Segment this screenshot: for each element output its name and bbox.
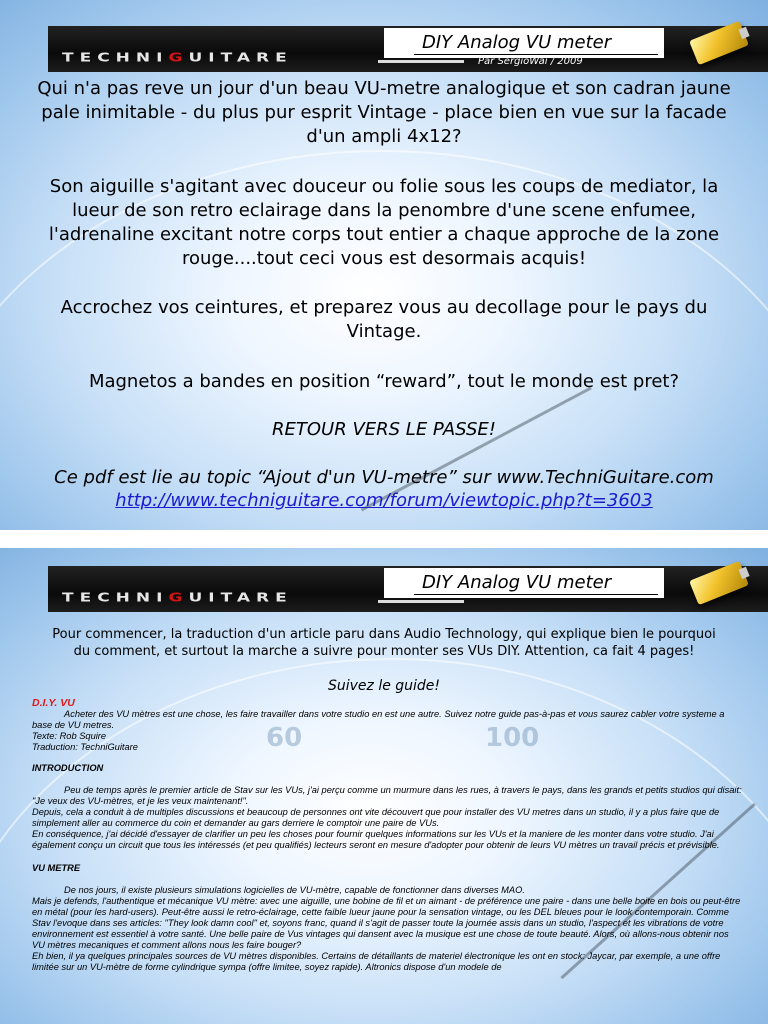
banner-title-box [384, 568, 664, 598]
article-body [32, 698, 742, 973]
article-title: D.I.Y. VU [32, 697, 75, 709]
scale-label: 60 [266, 723, 303, 753]
vu-chip-icon [689, 561, 749, 605]
back-to-past: RETOUR VERS LE PASSE! [272, 419, 496, 440]
paragraph: Mais je defends, l'authentique et mécanique VU mètre: avec une aiguille, une bobine de fil et un aimant - de préférence une paire - dans une belle boite en bois ou peut-être en métal (pour les hard-users). Peut-être aussi le retro-éclairage, cette faible lueur jaune pour la sensation vintage, ou les DEL bleues pour le look contemporain. Comme Stav l'evoque dans ses articles: "They look damn cool" et, soyons franc, quand il s'agit de passer toute la journée assis dans un studio, l'aspect et les vibrations de votre environnement est essentiel à votre santé. Une belle paire de Vus vintages qui dansent avec la musique est une chose de toute beauté. Alors, où allons-nous obtenir nos VU mètres mecaniques et comment allons nous les faire bouger? [32, 896, 741, 950]
page-gap [0, 530, 768, 548]
translation-intro: Pour commencer, la traduction d'un article paru dans Audio Technology, qui explique bien le pourquoi du comment, et surtout la marche a suivre pour monter ses VUs DIY. Attention, ca fait 4 pages! [52, 627, 716, 659]
intro-paragraph: Qui n'a pas reve un jour d'un beau VU-metre analogique et son cadran jaune pale inimitable - du plus pur esprit Vintage - place bien en vue sur la facade d'un ampli 4x12? [37, 78, 731, 147]
tape-paragraph: Magnetos a bandes en position “reward”, tout le monde est pret? [88, 371, 680, 392]
section-heading-vu-metre: VU METRE [32, 863, 81, 873]
banner-title-box [384, 28, 664, 58]
article-lead: Acheter des VU mètres est une chose, les faire travailler dans votre studio en est une autre. Suivez notre guide pas-à-pas et vous saurez cabler votre systeme a base de VU metres. [32, 709, 725, 730]
seatbelt-paragraph: Accrochez vos ceintures, et preparez vous au decollage pour le pays du Vintage. [60, 297, 708, 342]
logo-underline [378, 60, 464, 63]
vu-chip-icon [689, 21, 749, 65]
article-translator: Traduction: TechniGuitare [32, 742, 138, 752]
guide-heading: Suivez le guide! [327, 678, 441, 694]
paragraph: Eh bien, il ya quelques principales sources de VU mètres disponibles. Certains de détaillants de materiel électronique les ont en stock: Jaycar, par exemple, a une offre limitée sur un VU-mètre de forme cylindrique sympa (offre limitee, soyez rapide). Altronics dispose d'un modele de [32, 951, 721, 972]
header-banner [48, 26, 768, 72]
section-heading-introduction: INTRODUCTION [32, 763, 104, 773]
banner-subtitle: Par SergioWai / 2009 [478, 56, 583, 67]
banner-title: DIY Analog VU meter [422, 572, 612, 593]
site-logo: TECHNIGUITARE [62, 590, 293, 605]
paragraph: Depuis, cela a conduit à de multiples discussions et beaucoup de personnes ont vite découvert que pour installer des VU metres dans un studio, il y a plus faire que de simplement aller au commerce du coin et demander au gars derriere le comptoir une paire de VUs. [32, 807, 720, 828]
scale-label: 100 [485, 723, 540, 753]
site-logo: TECHNIGUITARE [62, 50, 293, 65]
paragraph: En conséquence, j'ai décidé d'essayer de clarifier un peu les choses pour fournir quelques informations sur les VUs et la maniere de les monter dans votre studio. J'ai également conçu un circuit que tous les intéressés (et peu qualifiés) lecteurs seront en mesure d'adopter pour obtenir de leurs VU mètres un travail précis et prévisible. [32, 829, 720, 850]
topic-line: Ce pdf est lie au topic “Ajout d'un VU-metre” sur www.TechniGuitare.com [54, 467, 714, 488]
logo-underline [378, 600, 464, 603]
banner-title: DIY Analog VU meter [422, 32, 612, 53]
page-2 [0, 548, 768, 1024]
paragraph: Peu de temps après le premier article de Stav sur les VUs, j'ai perçu comme un murmure dans les rues, à travers le pays, dans les grands et petits studios qui disait: "Je veux des VU-mètres, et je les veux maintenant!". [32, 785, 742, 806]
needle-paragraph: Son aiguille s'agitant avec douceur ou folie sous les coups de mediator, la lueur de son retro eclairage dans la penombre d'une scene enfumee, l'adrenaline excitant notre corps tout entier a chaque approche de la zone rouge....tout ceci vous est desormais acquis! [48, 176, 720, 269]
header-banner [48, 566, 768, 612]
article-author: Texte: Rob Squire [32, 731, 107, 741]
forum-link[interactable]: http://www.techniguitare.com/forum/viewtopic.php?t=3603 [115, 490, 653, 511]
paragraph: De nos jours, il existe plusieurs simulations logicielles de VU-mètre, capable de fonctionner dans diverses MAO. [64, 885, 525, 895]
